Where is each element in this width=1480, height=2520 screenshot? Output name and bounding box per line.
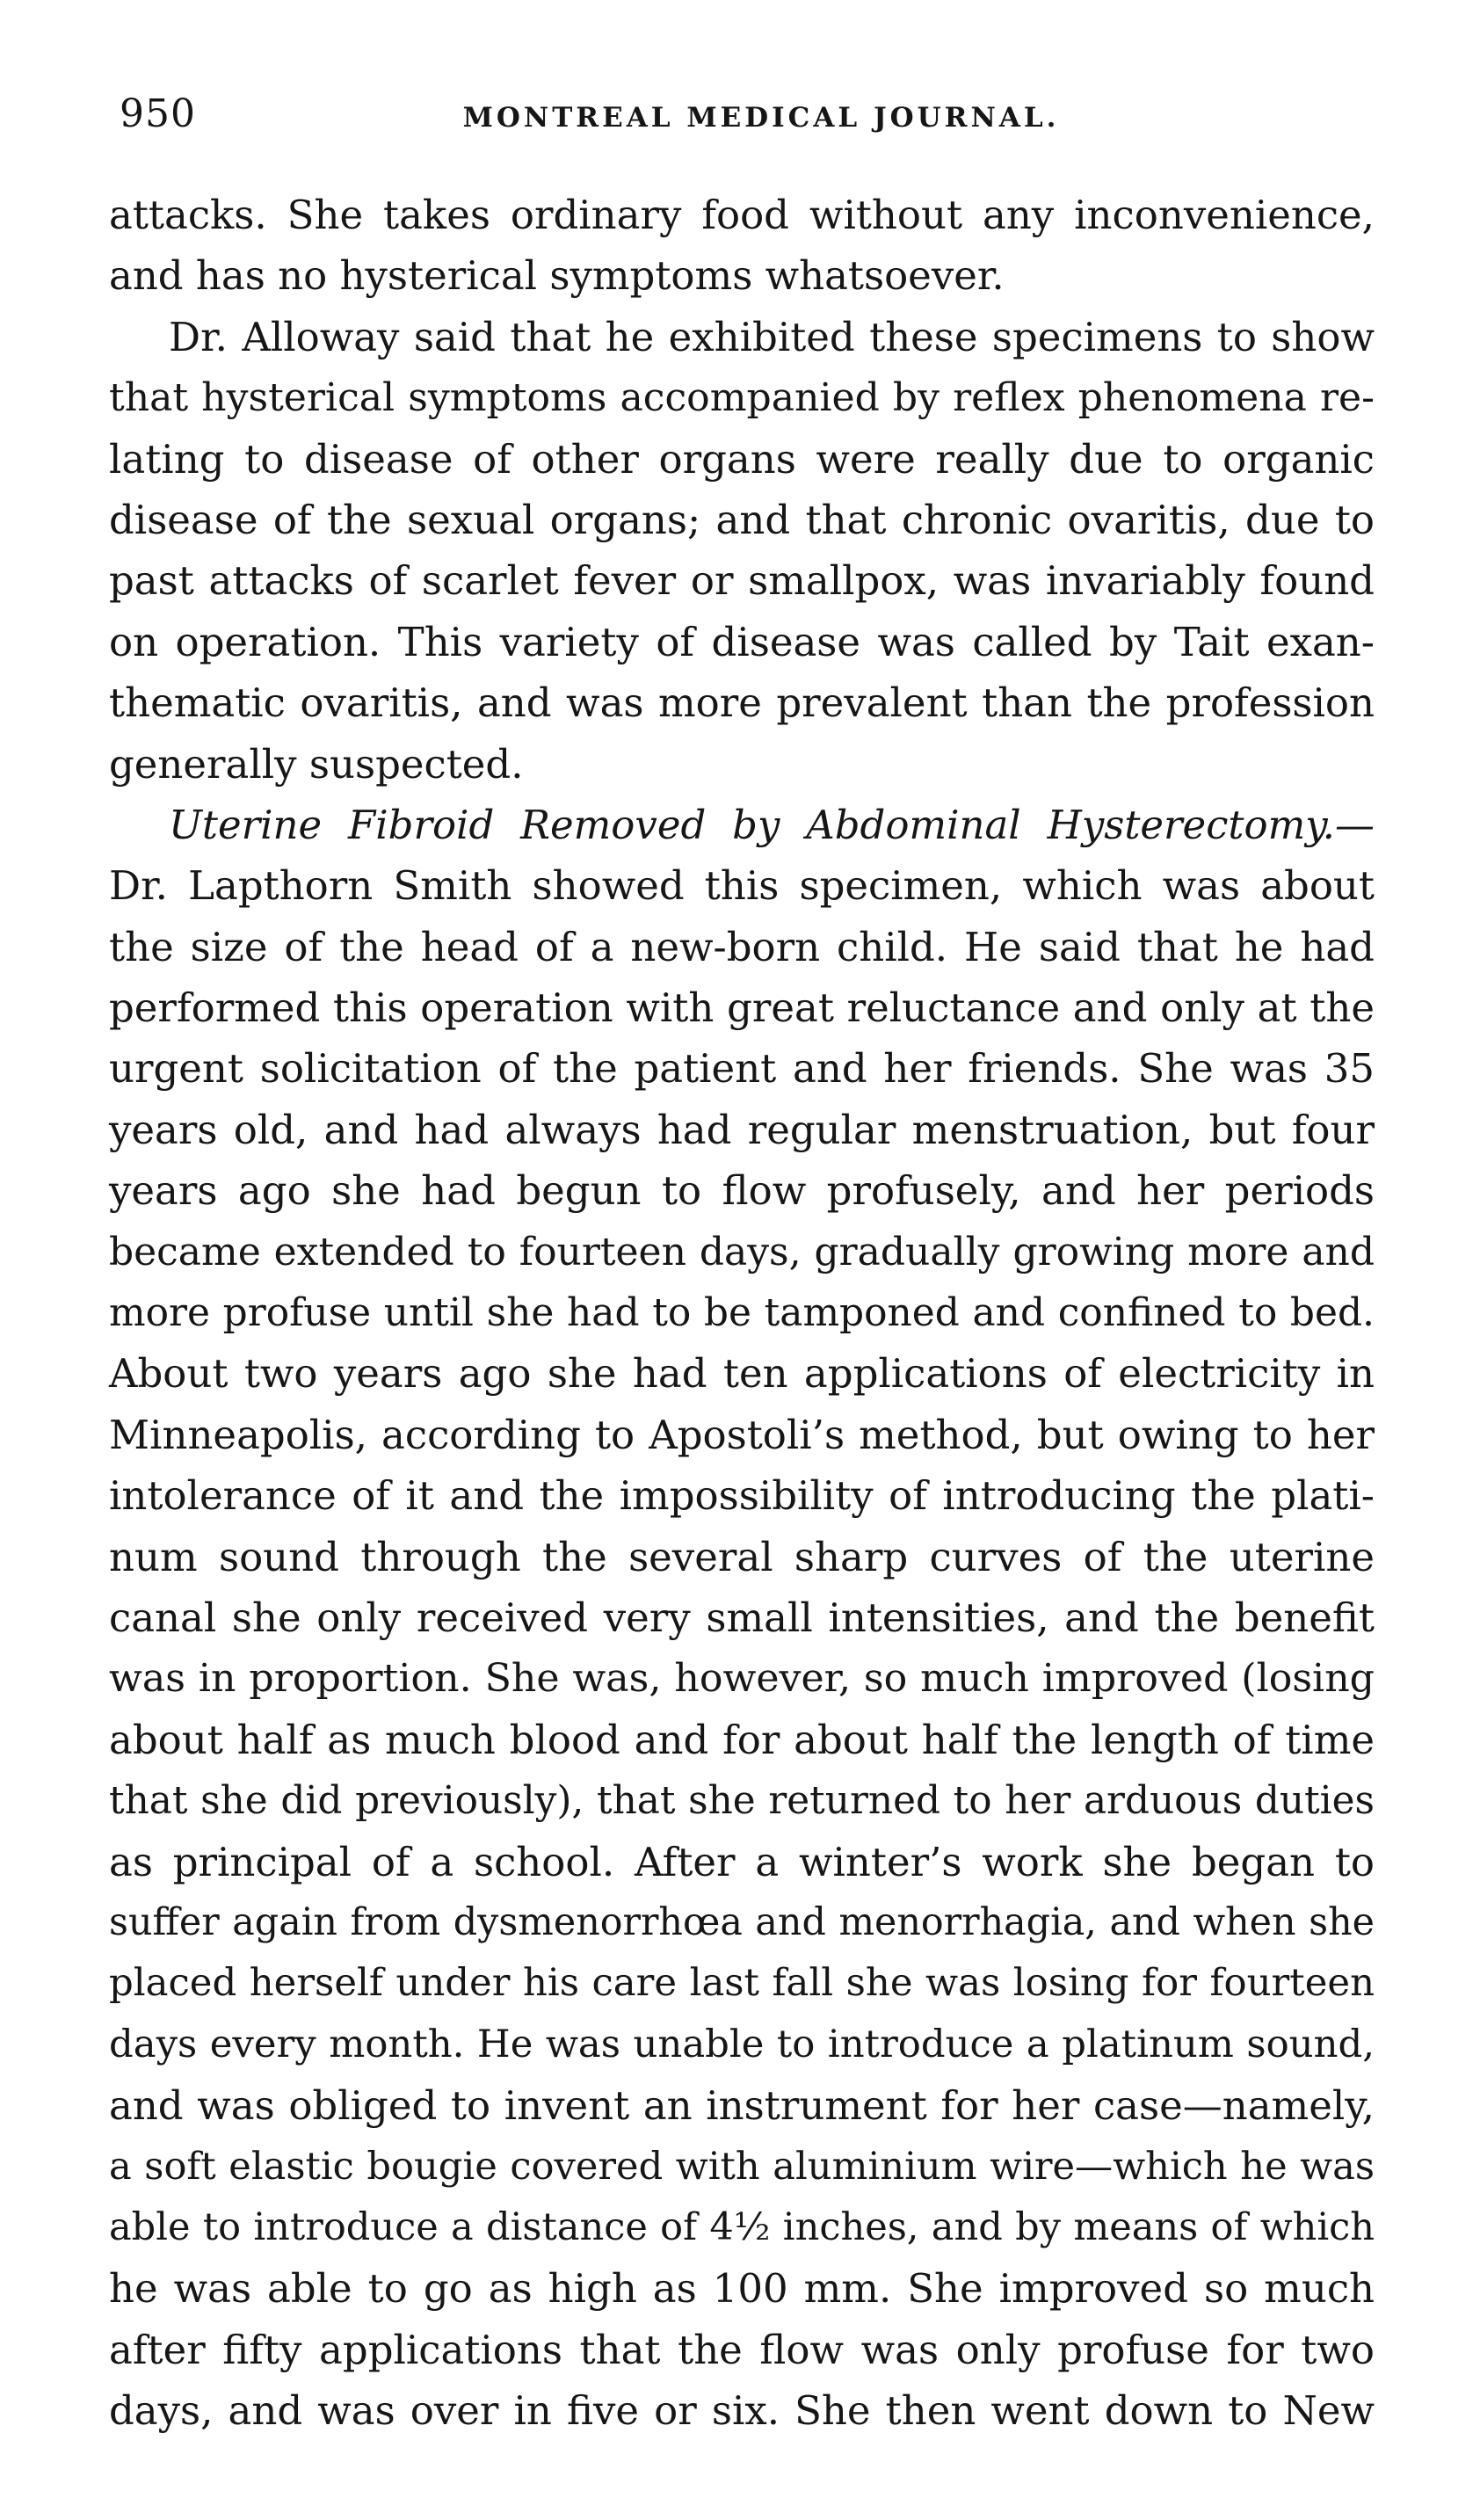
text-line: more profuse until she had to be tamponed and confined to bed.	[109, 1290, 1375, 1336]
running-head	[120, 91, 1368, 153]
text-line: able to introduce a distance of 4½ inches, and by means of which	[109, 2204, 1375, 2249]
text-line: generally suspected.	[109, 740, 524, 788]
text-line: that hysterical symptoms accompanied by reflex phenomena re-	[109, 375, 1375, 421]
article-body	[109, 185, 1375, 2441]
text-line: was in proportion. She was, however, so much improved (losing	[109, 1656, 1375, 1702]
text-line: a soft elastic bougie covered with aluminium wire—which he was	[109, 2144, 1375, 2189]
text-line: lating to disease of other organs were really due to organic	[109, 435, 1375, 483]
text-line: performed this operation with great reluctance and only at the	[109, 984, 1375, 1032]
text-line: he was able to go as high as 100 mm. She improved so much	[109, 2265, 1375, 2313]
text-line: became extended to fourteen days, gradually growing more and	[109, 1229, 1375, 1275]
text-line: days, and was over in five or six. She then went down to New	[109, 2387, 1375, 2435]
text-line: after fifty applications that the flow was only profuse for two	[109, 2326, 1375, 2373]
text-line: years ago she had begun to flow profusely, and her periods	[109, 1167, 1375, 1215]
text-line: years old, and had always had regular menstruation, but four	[109, 1106, 1375, 1153]
text-line: about half as much blood and for about half the length of time	[109, 1716, 1375, 1763]
text-line: urgent solicitation of the patient and her friends. She was 35	[109, 1045, 1375, 1093]
text-line: days every month. He was unable to introduce a platinum sound,	[109, 2022, 1375, 2066]
text-line: and was obliged to invent an instrument for her case—namely,	[109, 2082, 1375, 2130]
text-line: intolerance of it and the impossibility of introducing the plati-	[109, 1472, 1375, 1520]
text-line: as principal of a school. After a winter’s work she began to	[109, 1838, 1375, 1885]
section-subheading: Uterine Fibroid Removed by Abdominal Hysterectomy.—	[169, 801, 1375, 848]
text-line: canal she only received very small intensities, and the benefit	[109, 1594, 1375, 1641]
text-line: disease of the sexual organs; and that chronic ovaritis, due to	[109, 496, 1375, 543]
text-line: that she did previously), that she returned to her arduous duties	[109, 1778, 1375, 1824]
text-line: on operation. This variety of disease was called by Tait exan-	[109, 618, 1375, 665]
text-line: attacks. She takes ordinary food without any inconvenience,	[109, 192, 1375, 238]
text-line: past attacks of scarlet fever or smallpox, was invariably found	[109, 557, 1375, 605]
text-line: About two years ago she had ten applications of electricity in	[109, 1350, 1375, 1398]
text-line: and has no hysterical symptoms whatsoever.	[109, 252, 1005, 300]
text-line: suffer again from dysmenorrhœa and menorrhagia, and when she	[109, 1899, 1375, 1944]
journal-title: MONTREAL MEDICAL JOURNAL.	[462, 102, 1060, 134]
page-number: 950	[120, 91, 196, 136]
text-line: the size of the head of a new-born child. He said that he had	[109, 923, 1375, 970]
text-line: Dr. Alloway said that he exhibited these specimens to show	[169, 313, 1375, 360]
text-line: Dr. Lapthorn Smith showed this specimen, which was about	[109, 862, 1375, 910]
text-line: placed herself under his care last fall she was losing for fourteen	[109, 1961, 1375, 2006]
text-line: Minneapolis, according to Apostoli’s method, but owing to her	[109, 1411, 1375, 1458]
text-line: num sound through the several sharp curves of the uterine	[109, 1533, 1375, 1580]
text-line: thematic ovaritis, and was more prevalent than the profession	[109, 679, 1375, 727]
